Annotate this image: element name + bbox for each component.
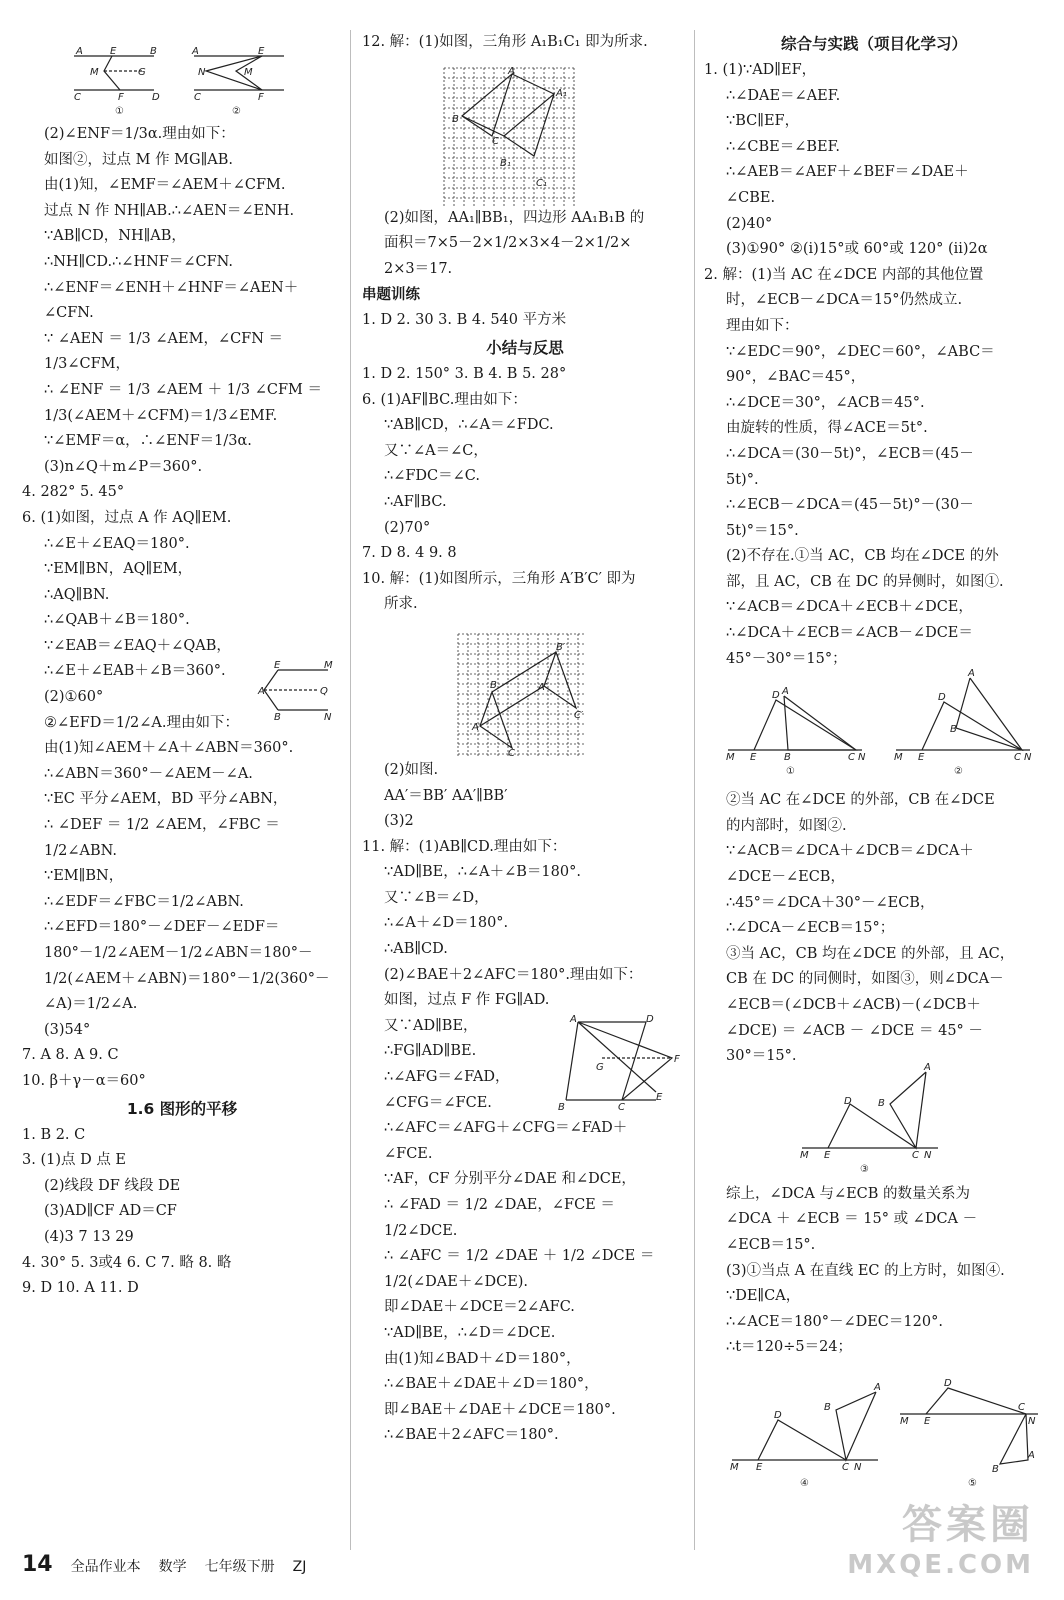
svg-text:C: C (912, 1150, 919, 1161)
svg-text:F: F (258, 92, 264, 103)
answer-line: (2)线段 DF 线段 DE (44, 1177, 181, 1194)
svg-text:B: B (784, 752, 791, 763)
watermark-url: MXQE.COM (847, 1550, 1034, 1580)
svg-text:C: C (618, 1102, 625, 1113)
svg-text:B: B (274, 712, 281, 723)
answer-line: 2. 解：(1)当 AC 在∠DCE 内部的其他位置 (704, 266, 984, 283)
translation-grid-figure-10 (456, 632, 586, 758)
answer-line: 又∵∠B＝∠D， (384, 889, 489, 906)
answer-line: ∠CFG＝∠FCE. (384, 1094, 492, 1111)
answer-line: 1/3(∠AEM＋∠CFM)＝1/3∠EMF. (44, 407, 278, 424)
answer-line: ∵EM∥BN，AQ∥EM， (44, 561, 193, 578)
svg-text:D: D (152, 92, 160, 103)
answer-line: 10. 解：(1)如图所示，三角形 A′B′C′ 即为 (362, 570, 636, 587)
answer-line: (2)∠BAE＋2∠AFC＝180°.理由如下： (384, 966, 643, 983)
grade: 七年级下册 (204, 1559, 275, 1575)
svg-text:A: A (192, 46, 199, 57)
svg-text:E: E (918, 752, 925, 763)
svg-text:B′: B′ (556, 642, 566, 653)
svg-text:C: C (492, 136, 499, 147)
svg-text:A: A (874, 1382, 881, 1393)
svg-text:F: F (674, 1054, 680, 1065)
rotation-figure-3 (798, 1064, 948, 1176)
rotation-figures-1-2 (724, 668, 1036, 780)
answer-line: 1/3∠CFM， (44, 356, 130, 373)
answer-line: ∠DCE－∠ECB， (726, 869, 845, 886)
answer-line: 1/2∠DCE. (384, 1222, 458, 1239)
answer-line: 由(1)知∠AEM＋∠A＋∠ABN＝360°. (44, 740, 294, 757)
answer-line: ∴ ∠AFC ＝ 1/2 ∠DAE ＋ 1/2 ∠DCE ＝ (384, 1248, 655, 1265)
translation-grid-figure-12 (442, 66, 576, 208)
parallel-figure-6 (258, 662, 348, 722)
answer-line: ∴ ∠ENF ＝ 1/3 ∠AEM ＋ 1/3 ∠CFM ＝ (44, 381, 322, 398)
answer-line: (2)如图，AA₁∥BB₁，四边形 AA₁B₁B 的 (384, 209, 645, 226)
answer-line: 1. B 2. C (22, 1126, 86, 1143)
answer-line: ∴∠QAB＋∠B＝180°. (44, 612, 190, 629)
svg-text:E: E (274, 660, 281, 671)
svg-text:M: M (730, 1462, 739, 1473)
watermark-text: 答案圈 (902, 1502, 1034, 1548)
rotation-figures-4-5 (728, 1378, 1040, 1494)
answer-line: 面积＝7×5－2×1/2×3×4－2×1/2× (384, 235, 632, 252)
answer-line: (4)3 7 13 29 (44, 1228, 134, 1245)
answer-line: ∵EM∥BN， (44, 868, 124, 885)
answer-line: 如图②，过点 M 作 MG∥AB. (44, 151, 234, 168)
answer-line: 3. (1)点 D 点 E (22, 1152, 127, 1169)
figure-label: ① (115, 106, 124, 117)
answer-line: ②∠EFD＝1/2∠A.理由如下： (44, 714, 239, 731)
answer-line: ∴AB∥CD. (384, 941, 448, 958)
svg-text:N: N (1024, 752, 1032, 763)
answer-line: ∴∠DAE＝∠AEF. (726, 87, 841, 104)
svg-text:N: N (924, 1150, 932, 1161)
answer-line: ∴∠DCA＝(30－5t)°，∠ECB＝(45－ (726, 445, 974, 462)
answer-line: ∴AF∥BC. (384, 493, 447, 510)
answer-line: ∴∠ACE＝180°－∠DEC＝120°. (726, 1313, 943, 1330)
answer-line: 1/2∠ABN. (44, 842, 117, 859)
section-title: 小结与反思 (486, 338, 564, 357)
answer-line: 180°－1/2∠AEM－1/2∠ABN＝180°－ (44, 945, 313, 961)
svg-text:M: M (900, 1416, 909, 1427)
svg-text:E: E (656, 1092, 663, 1103)
svg-text:C′: C′ (574, 710, 584, 721)
answer-line: 1/2(∠AEM＋∠ABN)＝180°－1/2(360°－ (44, 970, 330, 987)
answer-line: 7. D 8. 4 9. 8 (362, 545, 457, 562)
answer-line: 的内部时，如图②. (726, 817, 847, 834)
svg-text:A: A (508, 66, 515, 77)
svg-text:D: D (844, 1096, 852, 1107)
svg-text:C: C (1014, 752, 1021, 763)
answer-line: ∵BC∥EF， (726, 113, 800, 130)
svg-text:N: N (198, 67, 206, 78)
answer-line: (2)如图. (384, 761, 439, 778)
answer-line: ∵∠ACB＝∠DCA＋∠DCB＝∠DCA＋ (726, 843, 974, 860)
answer-line: ∴∠E＋∠EAB＋∠B＝360°. (44, 663, 226, 680)
answer-line: ∵DE∥CA， (726, 1288, 801, 1305)
answer-line: ∵AB∥CD，NH∥AB， (44, 228, 186, 245)
answer-line: ∴FG∥AD∥BE. (384, 1043, 477, 1060)
answer-line: (2)∠ENF＝1/3α.理由如下： (44, 126, 235, 142)
answer-line: 即∠BAE＋∠DAE＋∠DCE＝180°. (384, 1401, 616, 1418)
answer-line: ∴∠DCA＋∠ECB＝∠ACB－∠DCE＝ (726, 625, 973, 642)
svg-text:A: A (1028, 1450, 1035, 1461)
answer-line: 45°－30°＝15°； (726, 650, 847, 667)
answer-line: ∴∠AFG＝∠FAD， (384, 1069, 510, 1086)
svg-text:A: A (76, 46, 83, 57)
answer-line: ∴∠E＋∠EAQ＝180°. (44, 535, 190, 552)
answer-line: ∴∠EFD＝180°－∠DEF－∠EDF＝ (44, 919, 280, 936)
answer-line: ∴∠BAE＋∠DAE＋∠D＝180°， (384, 1376, 599, 1393)
answer-line: 所求. (384, 596, 418, 613)
page-footer (22, 1552, 306, 1577)
answer-line: (2)40° (726, 215, 773, 232)
svg-text:M: M (244, 67, 253, 78)
answer-line: ∠ECB＝(∠DCB＋∠ACB)－(∠DCB＋ (726, 997, 981, 1013)
answer-line: 1. D 2. 150° 3. B 4. B 5. 28° (362, 365, 567, 382)
answer-line: ∴∠DCA－∠ECB＝15°； (726, 920, 895, 937)
answer-line: ∴∠CBE＝∠BEF. (726, 138, 841, 155)
svg-text:B: B (992, 1464, 999, 1475)
answer-line: ∴ ∠DEF ＝ 1/2 ∠AEM，∠FBC ＝ (44, 817, 280, 834)
answer-line: 6. (1)AF∥BC.理由如下： (362, 391, 527, 408)
answer-line: ∵∠EDC＝90°，∠DEC＝60°，∠ABC＝ (726, 343, 995, 360)
svg-text:B: B (558, 1102, 565, 1113)
svg-text:D: D (774, 1410, 782, 1421)
svg-text:C: C (848, 752, 855, 763)
answer-line: 1. D 2. 30 3. B 4. 540 平方米 (362, 312, 567, 329)
svg-text:D: D (646, 1014, 654, 1025)
svg-text:M: M (894, 752, 903, 763)
answer-line: ∠DCA ＋ ∠ECB ＝ 15° 或 ∠DCA － (726, 1211, 978, 1228)
answer-line: ∴45°＝∠DCA＋30°－∠ECB， (726, 894, 935, 911)
book-name: 全品作业本 (70, 1559, 141, 1575)
answer-line: ∵AB∥CD，∴∠A＝∠FDC. (384, 417, 554, 434)
svg-text:C: C (1018, 1402, 1025, 1413)
answer-line: 9. D 10. A 11. D (22, 1280, 139, 1297)
svg-text:M: M (324, 660, 333, 671)
svg-text:N: N (854, 1462, 862, 1473)
svg-text:Q: Q (320, 686, 328, 697)
figure-label: ② (232, 106, 241, 117)
answer-line: 又∵∠A＝∠C， (384, 442, 488, 459)
answer-line: 12. 解：(1)如图，三角形 A₁B₁C₁ 即为所求. (362, 34, 648, 50)
answer-line: ∴∠AEB＝∠AEF＋∠BEF＝∠DAE＋ (726, 164, 969, 181)
answer-line: 7. A 8. A 9. C (22, 1047, 119, 1064)
answer-line: ∠FCE. (384, 1145, 433, 1162)
svg-text:A′: A′ (538, 682, 548, 693)
answer-line: ∴∠ECB－∠DCA＝(45－5t)°－(30－ (726, 497, 974, 514)
figure-label: ④ (800, 1478, 809, 1489)
answer-line: 5t)°. (726, 471, 759, 488)
svg-text:B: B (878, 1098, 885, 1109)
answer-line: ∵∠EMF＝α，∴∠ENF＝1/3α. (44, 433, 252, 450)
answer-line: 综上，∠DCA 与∠ECB 的数量关系为 (726, 1185, 971, 1202)
svg-text:B: B (452, 114, 459, 125)
answer-line: ∵∠ACB＝∠DCA＋∠ECB＋∠DCE， (726, 599, 973, 616)
answer-line: (3)2 (384, 813, 414, 830)
answer-line: 时，∠ECB－∠DCA＝15°仍然成立. (726, 292, 963, 309)
answer-line: 部，且 AC，CB 在 DC 的异侧时，如图①. (726, 573, 1004, 590)
answer-line: ∠CBE. (726, 189, 776, 206)
answer-line: ②当 AC 在∠DCE 的外部，CB 在∠DCE (726, 792, 995, 809)
answer-line: ∴∠A＋∠D＝180°. (384, 915, 509, 932)
answer-line: ∴NH∥CD.∴∠HNF＝∠CFN. (44, 253, 234, 270)
figure-label: ③ (860, 1164, 869, 1175)
svg-text:B₁: B₁ (500, 158, 511, 169)
answer-line: 10. β＋γ－α＝60° (22, 1072, 146, 1089)
answer-line: 11. 解：(1)AB∥CD.理由如下： (362, 838, 567, 855)
answer-line: 2×3＝17. (384, 260, 453, 277)
svg-text:A: A (968, 668, 975, 679)
svg-text:E: E (924, 1416, 931, 1427)
answer-line: 由旋转的性质，得∠ACE＝5t°. (726, 420, 928, 437)
page-number: 14 (22, 1552, 53, 1577)
svg-text:E: E (258, 46, 265, 57)
svg-text:A₁: A₁ (556, 88, 567, 99)
figure-label: ⑤ (968, 1478, 977, 1489)
answer-line: ∠CFN. (44, 305, 94, 322)
answer-line: 理由如下： (726, 317, 799, 334)
figure-label: ② (954, 766, 963, 777)
svg-text:B: B (950, 724, 957, 735)
parallel-lines-figures (22, 34, 265, 117)
answer-line: AA′＝BB′ AA′∥BB′ (384, 787, 508, 804)
svg-text:C: C (194, 92, 201, 103)
answer-line: ∴∠ABN＝360°－∠AEM－∠A. (44, 765, 253, 782)
svg-text:E: E (756, 1462, 763, 1473)
answer-line: ∵∠EAB＝∠EAQ＋∠QAB， (44, 637, 231, 654)
answer-line: (2)70° (384, 519, 431, 536)
svg-text:M: M (726, 752, 735, 763)
subsection-title: 串题训练 (362, 287, 420, 304)
svg-text:E: E (110, 46, 117, 57)
answer-line: (2)①60° (44, 689, 104, 706)
svg-text:E: E (750, 752, 757, 763)
answer-line: ∴∠AFC＝∠AFG＋∠CFG＝∠FAD＋ (384, 1120, 628, 1137)
answer-line: (2)不存在.①当 AC，CB 均在∠DCE 的外 (726, 548, 999, 565)
answer-line: ∴ ∠FAD ＝ 1/2 ∠DAE，∠FCE ＝ (384, 1197, 615, 1213)
answer-line: ∠DCE) ＝ ∠ACB － ∠DCE ＝ 45° － (726, 1022, 983, 1039)
section-title: 1.6 图形的平移 (126, 1099, 238, 1118)
answer-line: (3)AD∥CF AD＝CF (44, 1203, 177, 1220)
svg-text:G: G (138, 67, 146, 78)
answer-line: 4. 30° 5. 3或4 6. C 7. 略 8. 略 (22, 1254, 232, 1271)
answer-line: 由(1)知，∠EMF＝∠AEM＋∠CFM. (44, 177, 286, 194)
answer-line: 如图，过点 F 作 FG∥AD. (384, 992, 550, 1009)
column-divider (350, 30, 351, 1550)
svg-text:G: G (596, 1062, 604, 1073)
answer-line: (3)①当点 A 在直线 EC 的上方时，如图④. (726, 1262, 1005, 1279)
answer-line: CB 在 DC 的同侧时，如图③，则∠DCA－ (726, 971, 1004, 988)
answer-line: 1/2(∠DAE＋∠DCE). (384, 1273, 529, 1290)
answer-line: 由(1)知∠BAD＋∠D＝180°， (384, 1350, 581, 1367)
answer-line: (3)n∠Q＋m∠P＝360°. (44, 458, 203, 475)
svg-text:M: M (90, 67, 99, 78)
answer-line: 又∵AD∥BE， (384, 1017, 478, 1034)
edition: ZJ (292, 1559, 307, 1575)
answer-line: ∠A)＝1/2∠A. (44, 996, 138, 1013)
answer-line: ∴AQ∥BN. (44, 586, 110, 603)
answer-line: ∵AD∥BE，∴∠A＋∠B＝180°. (384, 864, 581, 881)
svg-text:A: A (258, 686, 265, 697)
answer-line: 4. 282° 5. 45° (22, 484, 125, 501)
answer-line: ∠ECB＝15°. (726, 1236, 816, 1253)
svg-text:N: N (1028, 1416, 1036, 1427)
svg-text:A: A (472, 722, 479, 733)
svg-text:C₁: C₁ (536, 178, 547, 189)
answer-line: 6. (1)如图，过点 A 作 AQ∥EM. (22, 509, 232, 526)
answer-line: ③当 AC，CB 均在∠DCE 的外部，且 AC， (726, 945, 1015, 962)
svg-text:F: F (118, 92, 124, 103)
answer-line: ∵AF，CF 分别平分∠DAE 和∠DCE， (384, 1171, 636, 1188)
svg-text:D: D (944, 1378, 952, 1389)
svg-text:A: A (570, 1014, 577, 1025)
answer-line: (3)54° (44, 1021, 91, 1038)
svg-text:C: C (74, 92, 81, 103)
answer-line: ∴t＝120÷5＝24； (726, 1339, 853, 1356)
subject: 数学 (158, 1559, 187, 1575)
svg-text:C: C (842, 1462, 849, 1473)
svg-text:B: B (150, 46, 157, 57)
answer-line: ∴∠ENF＝∠ENH＋∠HNF＝∠AEN＋ (44, 279, 299, 296)
svg-text:C: C (508, 748, 515, 759)
answer-line: 5t)°＝15°. (726, 522, 799, 539)
answer-line: ∵ ∠AEN ＝ 1/3 ∠AEM，∠CFN ＝ (44, 330, 284, 347)
answer-line: (3)①90° ②(i)15°或 60°或 120° (ii)2α (726, 241, 988, 258)
svg-text:E: E (824, 1150, 831, 1161)
parallel-figure-11 (556, 1012, 686, 1116)
answer-line: 即∠DAE＋∠DCE＝2∠AFC. (384, 1299, 575, 1316)
svg-text:N: N (324, 712, 332, 723)
svg-text:D: D (938, 692, 946, 703)
svg-text:D: D (772, 690, 780, 701)
figure-label: ① (786, 766, 795, 777)
svg-text:B: B (490, 680, 497, 691)
answer-line: ∴∠EDF＝∠FBC＝1/2∠ABN. (44, 893, 244, 910)
answer-line: ∵AD∥BE，∴∠D＝∠DCE. (384, 1324, 556, 1341)
watermark (847, 1493, 1034, 1580)
answer-line: ∴∠FDC＝∠C. (384, 468, 480, 485)
svg-text:A: A (782, 686, 789, 697)
svg-text:B: B (824, 1402, 831, 1413)
answer-line: ∴∠DCE＝30°，∠ACB＝45°. (726, 394, 925, 411)
answer-line: 1. (1)∵AD∥EF， (704, 62, 817, 78)
svg-text:A: A (924, 1062, 931, 1073)
column-divider (694, 30, 695, 1550)
answer-line: ∵EC 平分∠AEM，BD 平分∠ABN， (44, 791, 288, 808)
answer-line: 90°，∠BAC＝45°， (726, 369, 866, 386)
answer-line: ∴∠BAE＋2∠AFC＝180°. (384, 1427, 559, 1444)
answer-line: 30°＝15°. (726, 1048, 797, 1065)
svg-text:N: N (858, 752, 866, 763)
section-title: 综合与实践（项目化学习） (780, 35, 967, 53)
svg-text:M: M (800, 1150, 809, 1161)
answer-column-1 (22, 30, 342, 1302)
answer-line: 过点 N 作 NH∥AB.∴∠AEN＝∠ENH. (44, 202, 295, 219)
